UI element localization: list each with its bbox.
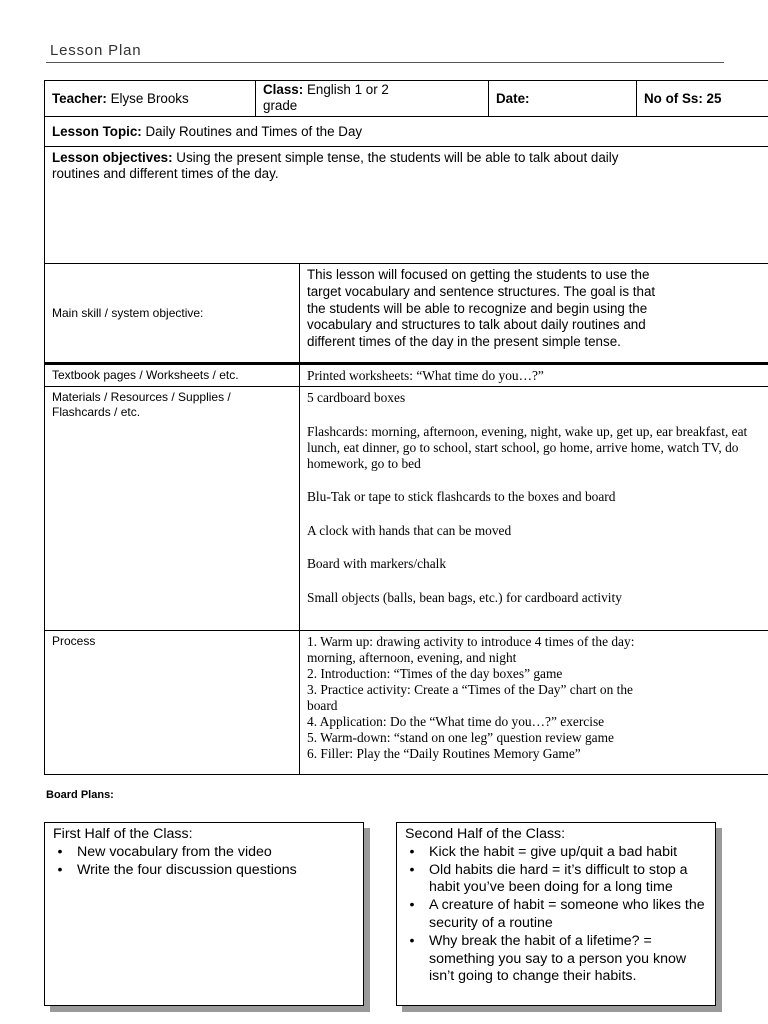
- topic-value: Daily Routines and Times of the Day: [145, 124, 363, 139]
- list-item-text: Why break the habit of a lifetime? = something you say to a person you know isn’t going to change their habits.: [429, 932, 687, 985]
- objectives-line-1: Using the present simple tense, the students will be able to talk about daily: [176, 150, 619, 165]
- materials-item: A clock with hands that can be moved: [307, 522, 512, 538]
- objectives-label: Lesson objectives:: [52, 150, 173, 165]
- materials-item: Board with markers/chalk: [307, 556, 447, 572]
- list-item-text: Old habits die hard = it’s difficult to stop a habit you’ve been doing for a long time: [429, 861, 688, 896]
- class-value-cont: grade: [263, 98, 298, 113]
- process-row: [45, 631, 768, 775]
- main-skill-cell: [300, 264, 768, 364]
- info-row: [45, 81, 768, 117]
- teacher-value: Elyse Brooks: [110, 91, 189, 106]
- process-step: morning, afternoon, evening, and night: [307, 650, 517, 665]
- list-item: [409, 861, 709, 898]
- topic-cell: [45, 117, 768, 147]
- process-step: 3. Practice activity: Create a “Times of the Day” chart on the: [307, 682, 633, 697]
- materials-item: Small objects (balls, bean bags, etc.) for cardboard activity: [307, 589, 622, 605]
- textbook-value: Printed worksheets: “What time do you…?”: [300, 364, 768, 387]
- first-half-heading: First Half of the Class:: [53, 826, 193, 842]
- list-item-text: A creature of habit = someone who likes the security of a routine: [429, 897, 705, 931]
- class-label: Class:: [263, 82, 304, 97]
- first-half-box: [44, 822, 364, 1006]
- main-skill-line: different times of the day in the present simple tense.: [307, 334, 621, 350]
- objectives-cell: [45, 147, 768, 264]
- list-item-text: New vocabulary from the video: [77, 843, 272, 860]
- topic-label: Lesson Topic:: [52, 124, 142, 139]
- materials-item: Blu-Tak or tape to stick flashcards to the boxes and board: [307, 489, 616, 505]
- materials-label: [45, 387, 300, 631]
- teacher-label: Teacher:: [52, 91, 107, 106]
- main-skill-line: target vocabulary and sentence structures. The goal is that: [307, 283, 656, 299]
- topic-row: [45, 117, 768, 147]
- list-item: [409, 843, 709, 862]
- list-item: [409, 897, 709, 933]
- date-cell: [489, 81, 637, 117]
- main-skill-label: Main skill / system objective:: [45, 264, 300, 364]
- main-skill-line: the students will be able to recognize and begin using the: [307, 300, 648, 316]
- teacher-cell: [45, 81, 256, 117]
- objectives-line-2: routines and different times of the day.: [52, 166, 279, 181]
- main-skill-line: vocabulary and structures to talk about daily routines and: [307, 317, 646, 333]
- process-step: 4. Application: Do the “What time do you…?” exercise: [307, 714, 605, 729]
- list-item-text: Kick the habit = give up/quit a bad habit: [429, 843, 678, 860]
- second-half-list: [405, 844, 709, 986]
- students-cell: [637, 81, 768, 117]
- bullet-icon: •: [57, 843, 63, 860]
- textbook-row: [45, 364, 768, 387]
- materials-item: Flashcards: morning, afternoon, evening, night, wake up, get up, ear breakfast, eat lunch, eat dinner, go to school, start school, go home, arrive home, watch TV, do homework, go to bed: [307, 423, 748, 471]
- bullet-icon: •: [57, 861, 63, 878]
- materials-row: [45, 387, 768, 631]
- list-item: [57, 861, 357, 880]
- process-step: 2. Introduction: “Times of the day boxes” game: [307, 666, 563, 681]
- bullet-icon: •: [409, 932, 415, 949]
- process-cell: [300, 631, 768, 775]
- process-step: 6. Filler: Play the “Daily Routines Memory Game”: [307, 746, 581, 761]
- materials-label-line-1: Materials / Resources / Supplies /: [52, 390, 231, 404]
- bullet-icon: •: [409, 897, 415, 914]
- materials-label-line-2: Flashcards / etc.: [52, 405, 141, 419]
- objectives-row: [45, 147, 768, 264]
- main-skill-row: [45, 264, 768, 364]
- textbook-label: Textbook pages / Worksheets / etc.: [45, 364, 300, 387]
- main-skill-line: This lesson will focused on getting the students to use the: [307, 267, 650, 282]
- process-step: 1. Warm up: drawing activity to introduce 4 times of the day:: [307, 634, 635, 649]
- board-plans-title: Board Plans:: [46, 789, 114, 801]
- second-half-box: [396, 822, 716, 1006]
- list-item: [409, 932, 709, 986]
- materials-cell: [300, 387, 768, 631]
- lesson-plan-table: [44, 80, 768, 775]
- bullet-icon: •: [409, 861, 415, 878]
- process-step: 5. Warm-down: “stand on one leg” question review game: [307, 730, 614, 745]
- process-step: board: [307, 698, 338, 713]
- title-divider: [46, 62, 724, 63]
- process-label: Process: [45, 631, 300, 775]
- list-item-text: Write the four discussion questions: [77, 861, 297, 878]
- bullet-icon: •: [409, 843, 415, 860]
- first-half-list: [53, 844, 357, 880]
- second-half-heading: Second Half of the Class:: [405, 826, 566, 842]
- materials-item: 5 cardboard boxes: [307, 390, 406, 405]
- list-item: [57, 843, 357, 862]
- students-count: No of Ss: 25: [644, 91, 722, 106]
- class-cell: [256, 81, 489, 117]
- page-title: Lesson Plan: [50, 42, 142, 59]
- date-label: Date:: [496, 91, 530, 106]
- class-value: English 1 or 2: [306, 82, 389, 97]
